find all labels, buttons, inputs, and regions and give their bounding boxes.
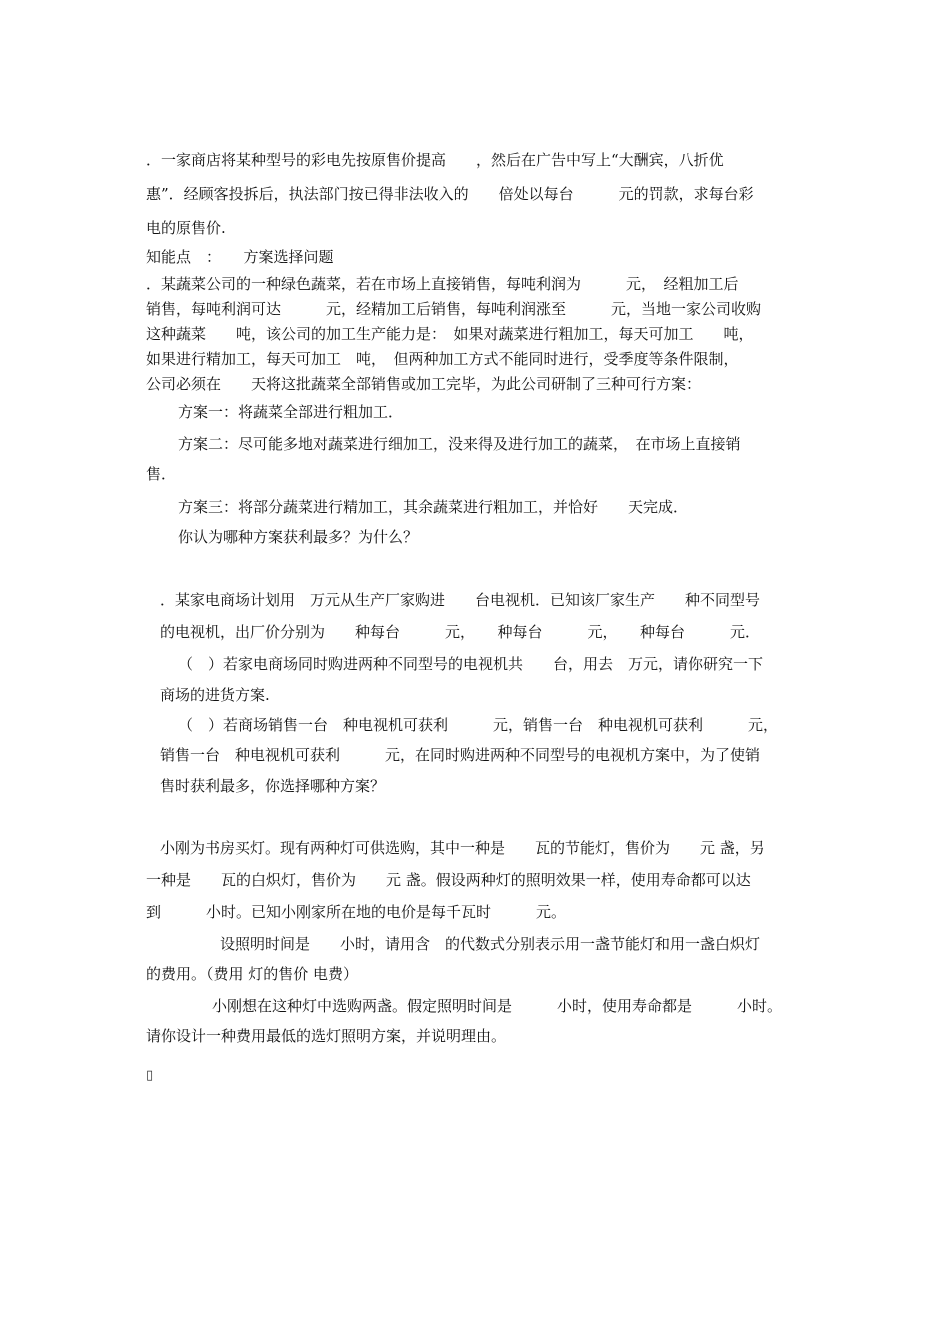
problem-3-part-2-cont-2: 售时获利最多，你选择哪种方案？ <box>160 777 386 795</box>
problem-3-part-1: （ ）若家电商场同时购进两种不同型号的电视机共 台，用去 万元，请你研究一下 <box>178 655 764 673</box>
option-1: 方案一：将蔬菜全部进行粗加工． <box>178 403 404 421</box>
problem-2-line-4: 如果进行精加工，每天可加工 吨， 但两种加工方式不能同时进行，受季度等条件限制， <box>146 350 739 368</box>
problem-3-part-2: （ ）若商场销售一台 种电视机可获利 元，销售一台 种电视机可获利 元， <box>178 716 779 734</box>
problem-3-part-1-cont: 商场的进货方案. <box>160 686 270 704</box>
problem-1-line-1: ．一家商店将某种型号的彩电先按原售价提高 ，然后在广告中写上“大酬宾，八折优 <box>146 151 724 169</box>
problem-4-line-1: 小刚为书房买灯。现有两种灯可供选购，其中一种是 瓦的节能灯，售价为 元 盏，另 <box>160 839 765 857</box>
problem-1-line-3: 电的原售价. <box>146 219 226 237</box>
option-2-cont: 售． <box>146 465 177 483</box>
problem-4-part-2: 小刚想在这种灯中选购两盏。假定照明时间是 小时，使用寿命都是 小时。 <box>212 997 783 1015</box>
option-2: 方案二：尽可能多地对蔬菜进行细加工，没来得及进行加工的蔬菜， 在市场上直接销 <box>178 435 741 453</box>
problem-2-line-1: ．某蔬菜公司的一种绿色蔬菜，若在市场上直接销售，每吨利润为 元， 经粗加工后 <box>146 275 739 293</box>
section-heading: 知能点 ： 方案选择问题 <box>146 248 334 266</box>
problem-1-line-2: 惠”．经顾客投拆后，执法部门按已得非法收入的 倍处以每台 元的罚款，求每台彩 <box>146 185 754 203</box>
problem-3-part-2-cont-1: 销售一台 种电视机可获利 元，在同时购进两种不同型号的电视机方案中，为了使销 <box>160 746 761 764</box>
question: 你认为哪种方案获利最多？为什么？ <box>178 528 419 546</box>
problem-2-line-5: 公司必须在 天将这批蔬菜全部销售或加工完毕，为此公司研制了三种可行方案： <box>146 375 702 393</box>
problem-4-part-1: 设照明时间是 小时，请用含 的代数式分别表示用一盏节能灯和用一盏白炽灯 <box>220 935 761 953</box>
problem-3-line-1: ．某家电商场计划用 万元从生产厂家购进 台电视机．已知该厂家生产 种不同型号 <box>160 591 761 609</box>
problem-2-line-3: 这种蔬菜 吨，该公司的加工生产能力是： 如果对蔬菜进行粗加工，每天可加工 吨， <box>146 325 754 343</box>
missing-glyph-box: ▯ <box>146 1068 154 1083</box>
problem-4-part-2-cont: 请你设计一种费用最低的选灯照明方案，并说明理由。 <box>146 1027 507 1045</box>
problem-2-line-2: 销售，每吨利润可达 元，经精加工后销售，每吨利润涨至 元，当地一家公司收购 <box>146 300 762 318</box>
problem-4-line-3: 到 小时。已知小刚家所在地的电价是每千瓦时 元。 <box>146 903 567 921</box>
problem-3-line-2: 的电视机，出厂价分别为 种每台 元， 种每台 元， 种每台 元． <box>160 623 761 641</box>
problem-4-part-1-cont: 的费用。（费用 灯的售价 电费） <box>146 965 359 983</box>
option-3: 方案三：将部分蔬菜进行精加工，其余蔬菜进行粗加工，并恰好 天完成． <box>178 498 689 516</box>
problem-4-line-2: 一种是 瓦的白炽灯，售价为 元 盏。假设两种灯的照明效果一样，使用寿命都可以达 <box>146 871 751 889</box>
